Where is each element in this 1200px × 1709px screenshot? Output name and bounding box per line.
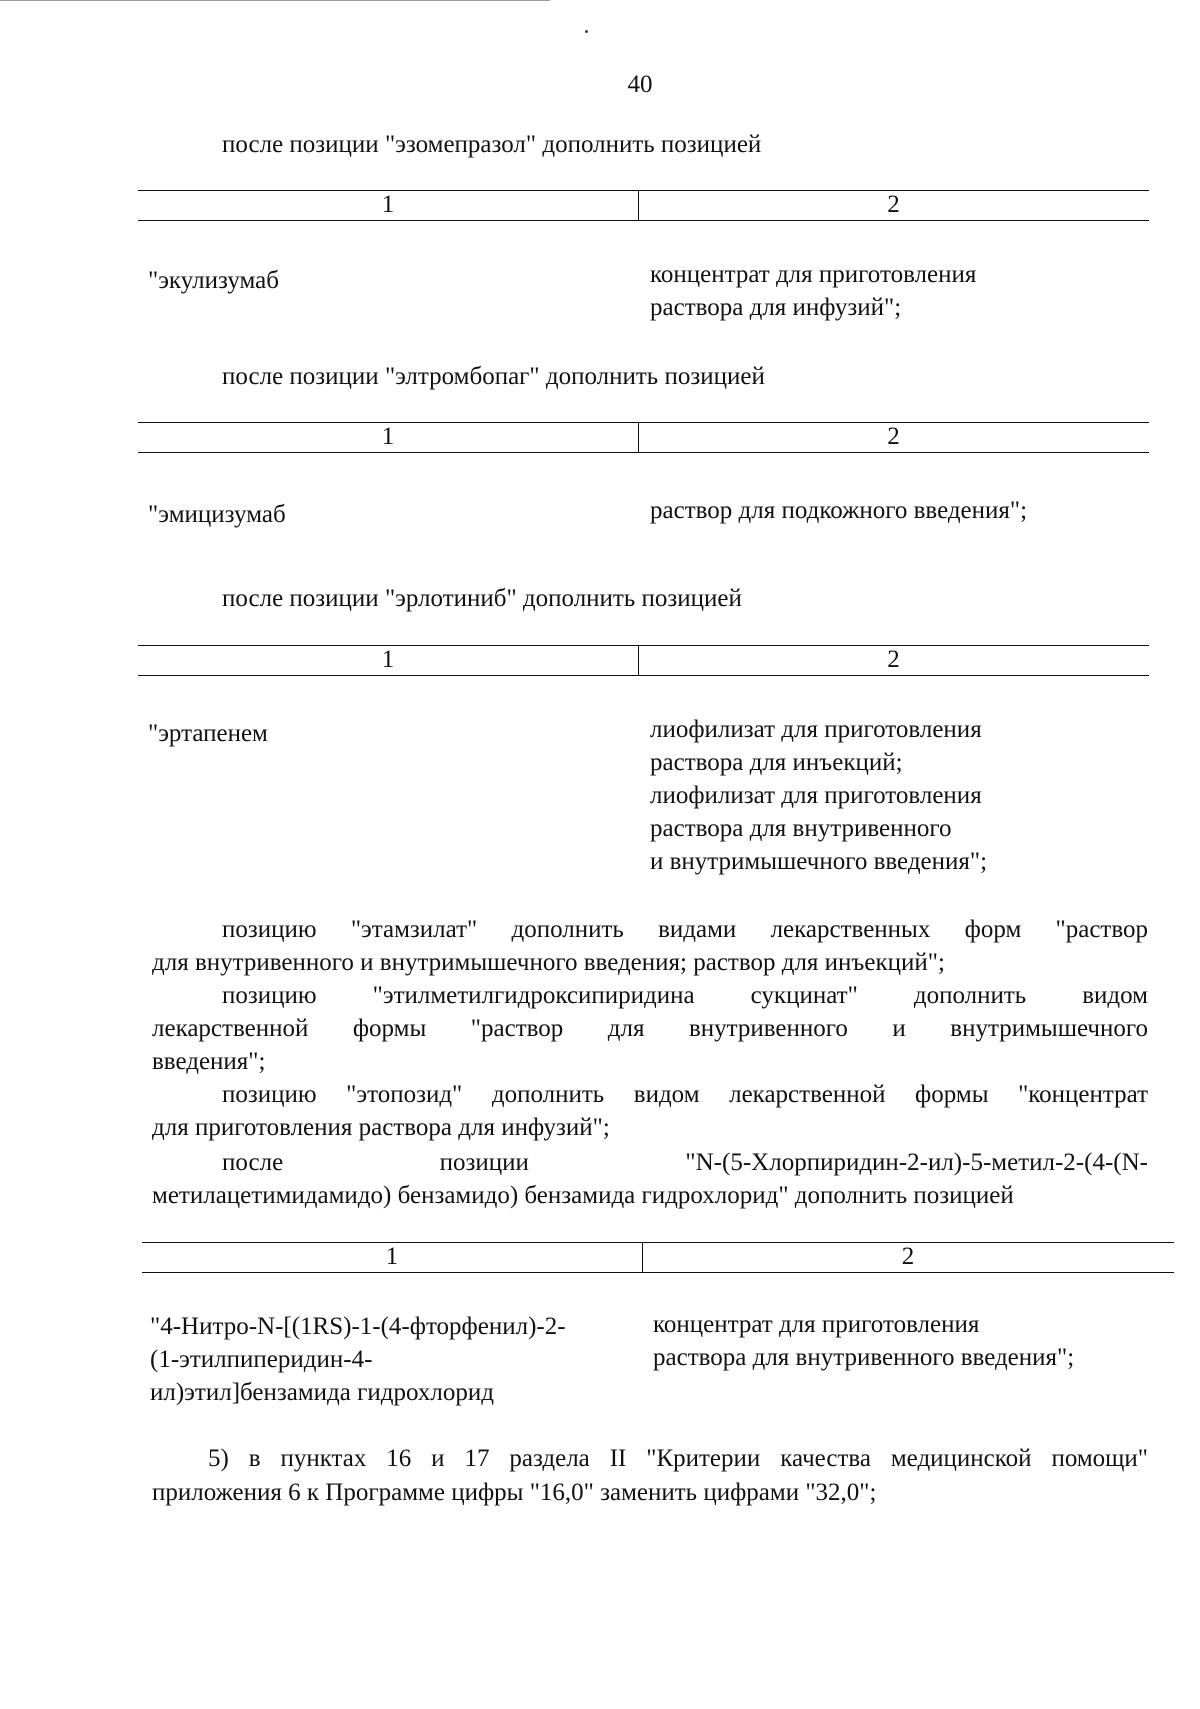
dosage-form-4 xyxy=(653,1308,1074,1374)
drug-name-line: "эмицизумаб xyxy=(148,501,286,528)
drug-name-4 xyxy=(150,1310,566,1409)
drug-name-3 xyxy=(148,717,268,750)
amendment-intro-3: после позиции "эрлотиниб" дополнить позицией xyxy=(222,585,742,612)
dosage-form-line: раствора для инъекций; xyxy=(650,749,903,776)
dosage-form-line: раствора для внутривенного xyxy=(650,815,952,842)
paragraph-line: для приготовления раствора для инфузий"; xyxy=(152,1114,610,1141)
drug-name-line: "экулизумаб xyxy=(148,267,279,294)
dosage-form-line: лиофилизат для приготовления xyxy=(650,716,982,743)
column-header-1: 1 xyxy=(381,191,395,218)
column-header-2: 2 xyxy=(887,646,900,673)
dosage-form-3 xyxy=(650,713,987,878)
table-header-2 xyxy=(138,422,1149,453)
column-header-1: 1 xyxy=(381,423,395,450)
table-header-4 xyxy=(142,1242,1174,1273)
paragraph-line: после позиции "N-(5-Хлорпиридин-2-ил)-5-метил-2-(4-(N- xyxy=(222,1149,1148,1176)
dosage-form-line: и внутримышечного введения"; xyxy=(650,848,988,875)
page-number: 40 xyxy=(627,71,653,98)
drug-name-2 xyxy=(148,498,286,531)
drug-name-line: "эртапенем xyxy=(148,720,268,747)
column-header-2: 2 xyxy=(887,423,900,450)
scan-speck xyxy=(585,30,588,33)
dosage-form-line: концентрат для приготовления xyxy=(650,261,977,288)
dosage-form-1 xyxy=(650,258,976,324)
paragraph-line: для внутривенного и внутримышечного введения; раствор для инъекций"; xyxy=(152,949,945,976)
amendment-intro-1: после позиции "эзомепразол" дополнить позицией xyxy=(222,131,762,158)
paragraph-line: введения"; xyxy=(152,1048,266,1075)
final-paragraph-line: 5) в пунктах 16 и 17 раздела II "Критерии качества медицинской помощи" xyxy=(208,1445,1148,1472)
dosage-form-line: концентрат для приготовления xyxy=(653,1311,980,1338)
dosage-form-2 xyxy=(650,494,1027,527)
column-header-1: 1 xyxy=(381,646,395,673)
column-header-1: 1 xyxy=(385,1243,399,1270)
table-header-3 xyxy=(138,645,1149,676)
table-header-1 xyxy=(138,190,1149,221)
paragraph-line: метилацетимидамидо) бензамидо) бензамида гидрохлорид" дополнить позицией xyxy=(152,1182,1014,1209)
column-header-2: 2 xyxy=(887,191,900,218)
paragraph-line: позицию "этамзилат" дополнить видами лекарственных форм "раствор xyxy=(222,916,1148,943)
paragraph-line: позицию "этопозид" дополнить видом лекарственной формы "концентрат xyxy=(222,1081,1148,1108)
dosage-form-line: лиофилизат для приготовления xyxy=(650,782,982,809)
final-paragraph-line: приложения 6 к Программе цифры "16,0" заменить цифрами "32,0"; xyxy=(152,1479,877,1506)
drug-name-line: (1-этилпиперидин-4- xyxy=(150,1346,373,1373)
drug-name-line: ил)этил]бензамида гидрохлорид xyxy=(150,1379,494,1406)
scan-edge-line xyxy=(0,0,550,1)
paragraph-line: лекарственной формы "раствор для внутривенного и внутримышечного xyxy=(152,1015,1148,1042)
dosage-form-line: раствора для инфузий"; xyxy=(650,294,902,321)
amendment-intro-2: после позиции "элтромбопаг" дополнить позицией xyxy=(222,363,765,390)
dosage-form-line: раствор для подкожного введения"; xyxy=(650,497,1028,524)
paragraph-line: позицию "этилметилгидроксипиридина сукцинат" дополнить видом xyxy=(222,982,1148,1009)
dosage-form-line: раствора для внутривенного введения"; xyxy=(653,1344,1075,1371)
drug-name-1 xyxy=(148,264,279,297)
drug-name-line: "4-Нитро-N-[(1RS)-1-(4-фторфенил)-2- xyxy=(150,1313,566,1340)
column-header-2: 2 xyxy=(901,1243,915,1270)
